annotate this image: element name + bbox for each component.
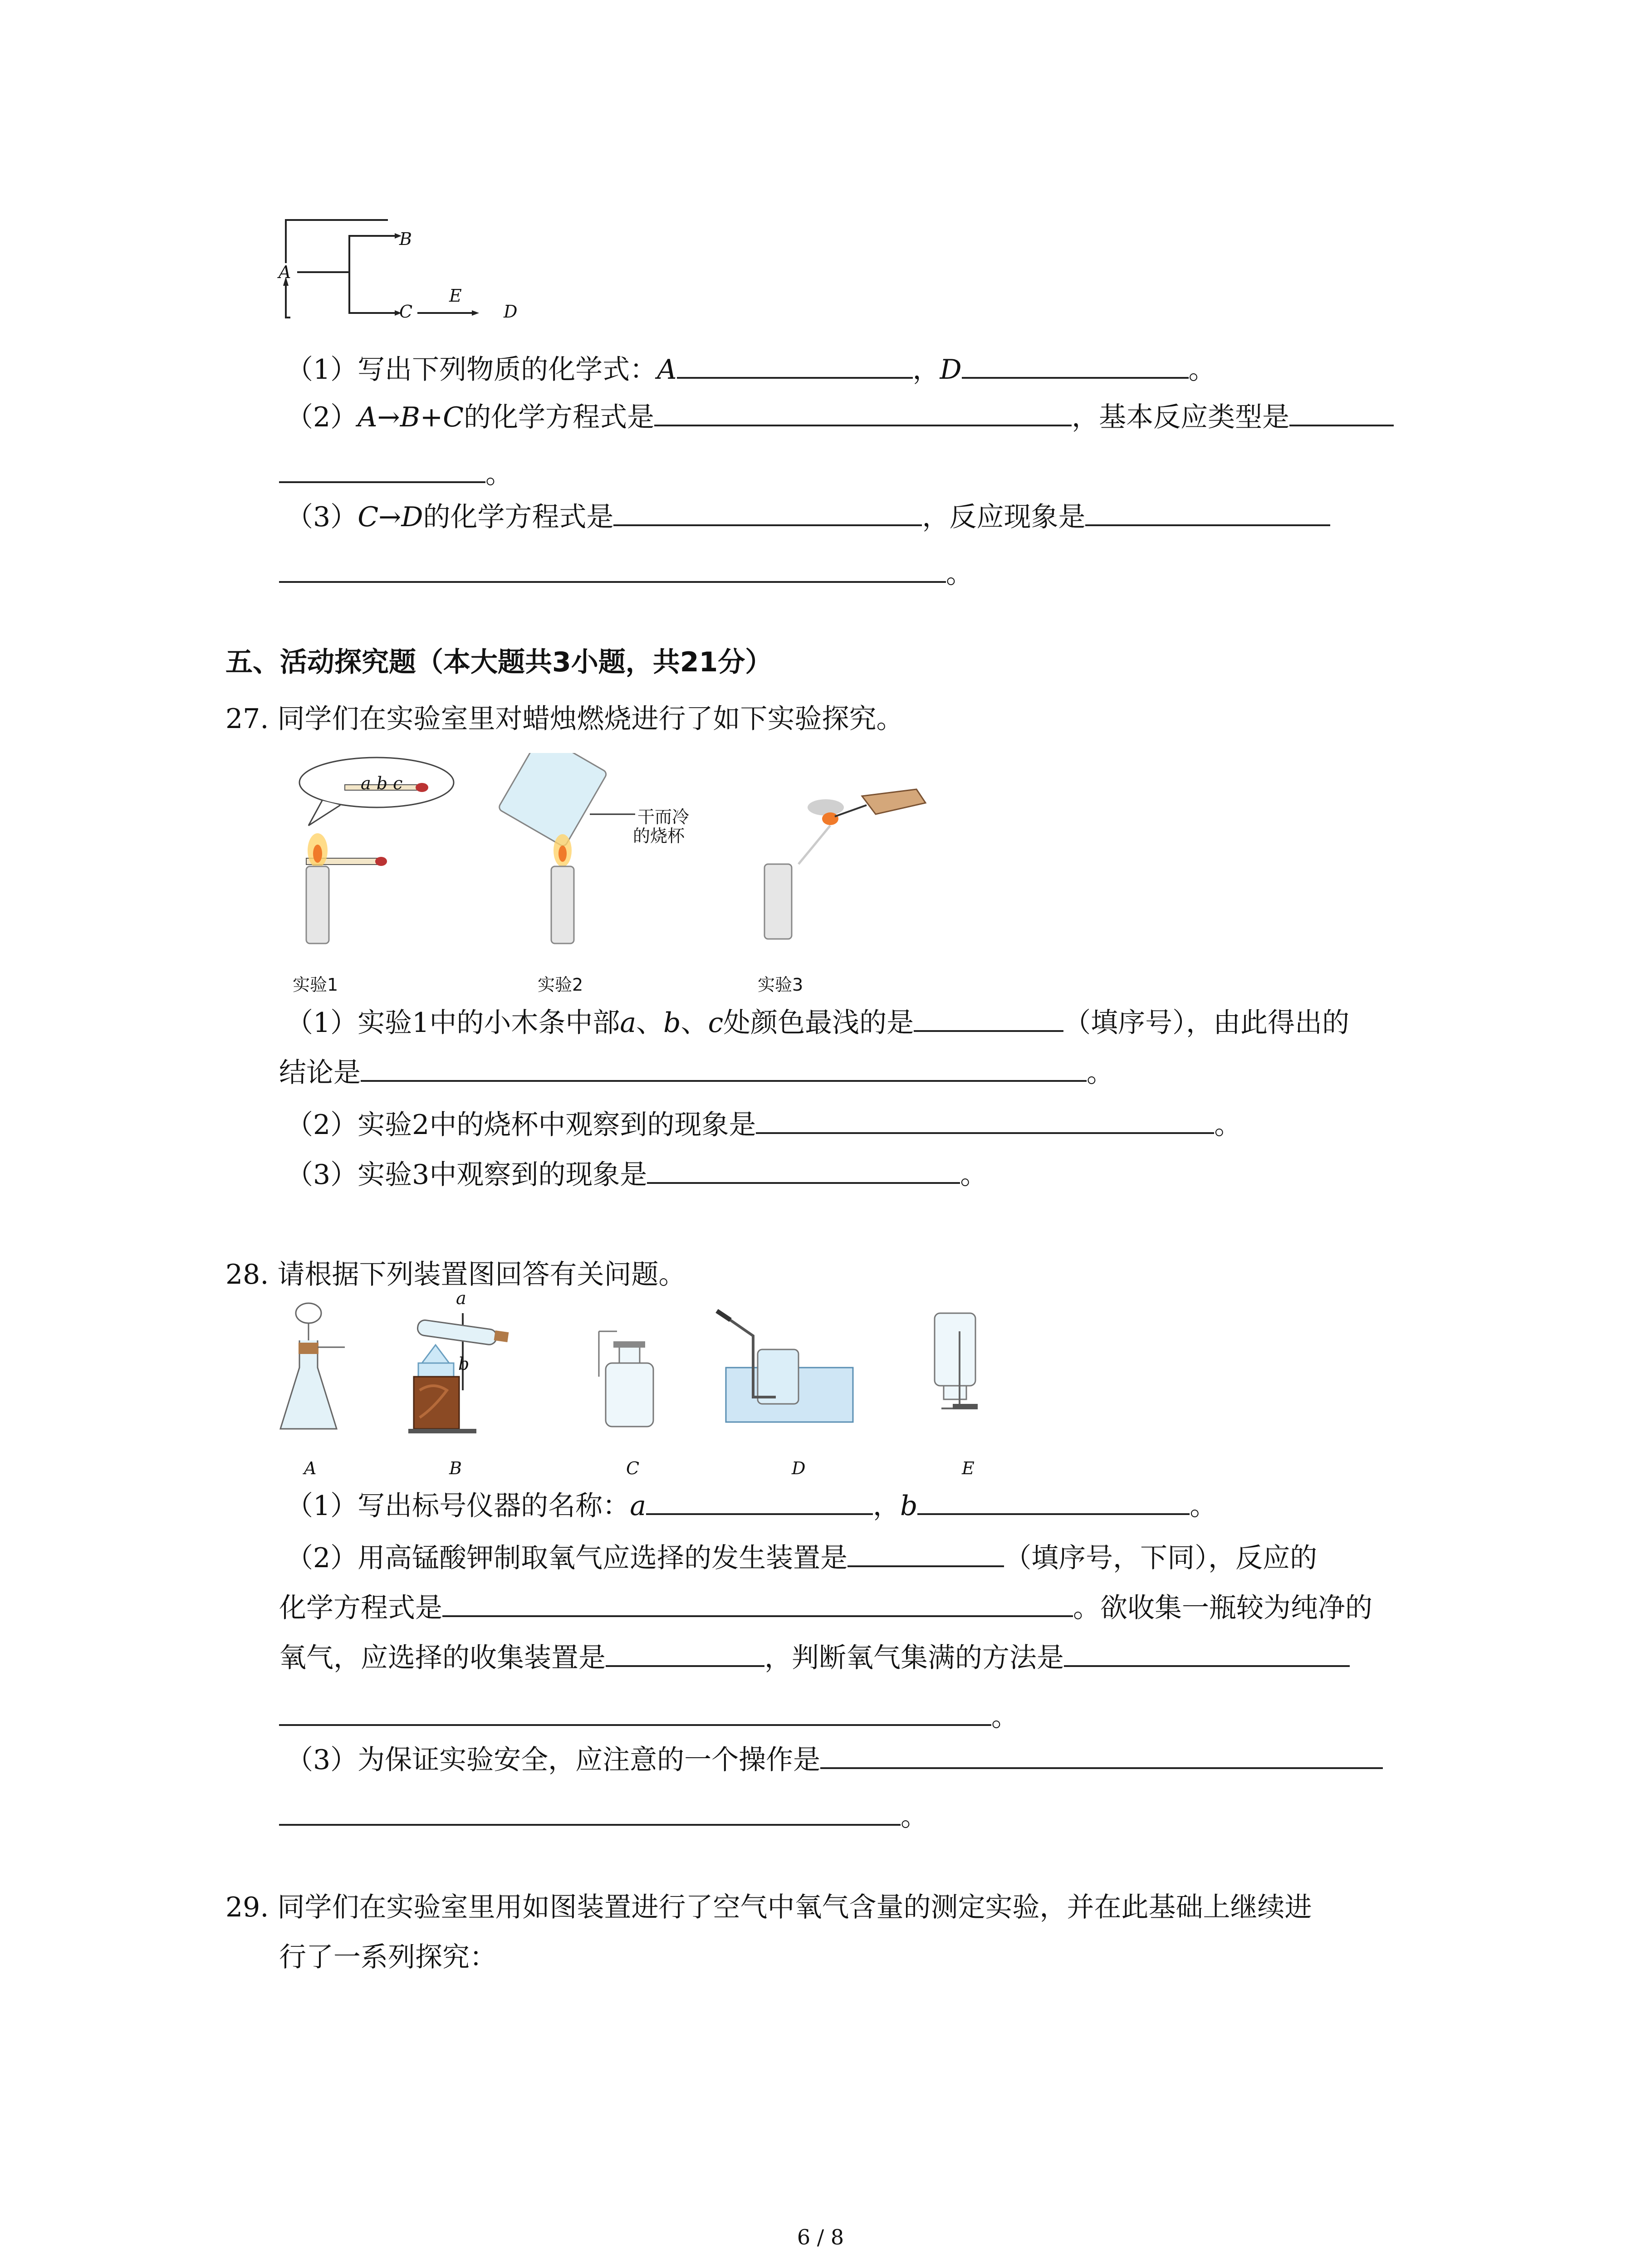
diagram-label-b: B [399,229,412,249]
q28-fig-label-a: a [456,1288,466,1308]
q28-part2 [286,1540,1317,1576]
diagram-label-d: D [504,302,518,322]
q27-part3 [286,1157,987,1193]
q27-part1-b: 、 [636,1007,664,1039]
answer-blank[interactable] [962,352,1189,379]
q28-apparatus-e-label: E [962,1458,975,1478]
q26-part2 [286,399,1394,435]
q27-part1-f: 结论是 [279,1057,361,1089]
q28-part2-line2 [279,1590,1372,1626]
answer-blank[interactable] [1289,399,1394,426]
diagram-label-c: C [399,302,413,322]
q26-part1 [286,352,1216,388]
q27-fig-beaker-1: 干而冷 [637,807,690,827]
answer-blank[interactable] [279,1699,991,1726]
answer-blank[interactable] [647,1157,960,1184]
q28-part2-line3 [279,1640,1350,1676]
q27-part1-c: 、 [681,1007,708,1039]
q28-stem: 28. 请根据下列装置图回答有关问题。 [225,1259,686,1290]
answer-blank[interactable] [279,456,485,483]
answer-blank[interactable] [820,1742,1383,1769]
q28-part3-cont [279,1799,928,1835]
q27-var-c: c [708,1007,724,1039]
answer-blank[interactable] [917,1488,1190,1515]
q26-var-a: A [657,354,677,386]
q28-part2-line4 [279,1699,1019,1735]
diagram-label-e: E [449,286,462,306]
answer-blank[interactable] [756,1107,1214,1134]
q28-part1-text: （1）写出标号仪器的名称： [286,1490,630,1522]
q27-var-a: a [620,1007,637,1039]
section-title: 五、活动探究题（本大题共3小题，共21分） [225,646,773,678]
q28-part3-end: 。 [901,1801,928,1833]
q26-part3-end: 。 [946,558,973,590]
q28-part3 [286,1742,1383,1778]
q28-apparatus-b-label: B [449,1458,462,1478]
q28-part2-c: 化学方程式是 [279,1592,442,1624]
q26-part2-mid2: ，基本反应类型是 [1072,401,1290,433]
q27-part1-e: （填序号），由此得出的 [1063,1007,1350,1039]
answer-blank[interactable] [677,352,913,379]
q26-part2-end: 。 [485,458,513,490]
q29-line2: 行了一系列探究： [279,1941,497,1973]
answer-blank[interactable] [914,1005,1063,1032]
q27-stem: 27. 同学们在实验室里对蜡烛燃烧进行了如下实验探究。 [225,703,904,735]
answer-blank[interactable] [606,1640,764,1667]
q26-part3-mid: 的化学方程式是 [423,501,614,533]
answer-blank[interactable] [613,499,922,526]
answer-blank[interactable] [1064,1640,1350,1667]
q28-apparatus-a-label: A [304,1458,317,1478]
q26-part2-pre: （2） [286,401,358,433]
lab-apparatus-figure [272,1300,1021,1445]
q28-part3-text: （3）为保证实验安全，应注意的一个操作是 [286,1744,821,1776]
answer-blank[interactable] [654,399,1072,426]
q26-part2-cont [279,456,513,492]
q27-part3-text: （3）实验3中观察到的现象是 [286,1159,647,1191]
q27-fig-beaker-2: 的烧杯 [633,826,685,846]
q28-part2-end: 。 [991,1701,1019,1733]
q26-part1-text: （1）写出下列物质的化学式： [286,354,657,386]
q27-part2-end: 。 [1214,1109,1242,1141]
q28-var-a: a [630,1490,646,1522]
q26-sep: ， [912,354,940,386]
q27-exp1-label: 实验1 [293,975,338,995]
q28-part2-a: （2）用高锰酸钾制取氧气应选择的发生装置是 [286,1542,848,1574]
q28-part1 [286,1488,1217,1524]
q27-part1-end: 。 [1087,1057,1114,1089]
q26-part3-eq: C→D [358,501,423,533]
q27-fig-abc: a b c [361,773,403,793]
q26-part3-mid2: ，反应现象是 [922,501,1086,533]
q28-fig-label-b: b [458,1354,470,1374]
q28-part2-d: 。欲收集一瓶较为纯净的 [1073,1592,1372,1624]
answer-blank[interactable] [279,1799,901,1826]
q29-line1: 29. 同学们在实验室里用如图装置进行了空气中氧气含量的测定实验，并在此基础上继续进 [225,1892,1312,1923]
q28-part2-e: 氧气，应选择的收集装置是 [279,1642,606,1674]
q27-exp3-label: 实验3 [758,975,803,995]
answer-blank[interactable] [847,1540,1004,1567]
q28-part2-f: ，判断氧气集满的方法是 [764,1642,1064,1674]
q28-part1-sep: ， [872,1490,900,1522]
q27-part1-d: 处颜色最浅的是 [723,1007,914,1039]
q27-part2 [286,1107,1241,1143]
answer-blank[interactable] [361,1055,1087,1082]
q27-part1-a: （1）实验1中的小木条中部 [286,1007,620,1039]
q26-part2-eq: A→B+C [358,401,464,433]
q27-exp2-label: 实验2 [538,975,583,995]
q28-part2-b: （填序号，下同），反应的 [1004,1542,1318,1574]
q27-var-b: b [663,1007,681,1039]
q28-var-b: b [900,1490,918,1522]
q28-apparatus-d-label: D [792,1458,806,1478]
q26-var-d: D [940,354,962,386]
q27-part1-cont [279,1055,1114,1091]
q27-part1 [286,1005,1349,1041]
q26-part3 [286,499,1330,535]
q26-part3-pre: （3） [286,501,358,533]
diagram-label-a: A [279,262,291,282]
q28-part1-end: 。 [1190,1490,1217,1522]
answer-blank[interactable] [279,556,946,583]
q26-part2-mid: 的化学方程式是 [464,401,655,433]
answer-blank[interactable] [646,1488,873,1515]
q26-part1-end: 。 [1188,354,1216,386]
q27-part3-end: 。 [960,1159,988,1191]
answer-blank[interactable] [442,1590,1073,1617]
q26-part3-cont [279,556,973,592]
page-number: 6 / 8 [797,2225,844,2249]
answer-blank[interactable] [1085,499,1330,526]
q27-part2-text: （2）实验2中的烧杯中观察到的现象是 [286,1109,756,1141]
q28-apparatus-c-label: C [626,1458,640,1478]
